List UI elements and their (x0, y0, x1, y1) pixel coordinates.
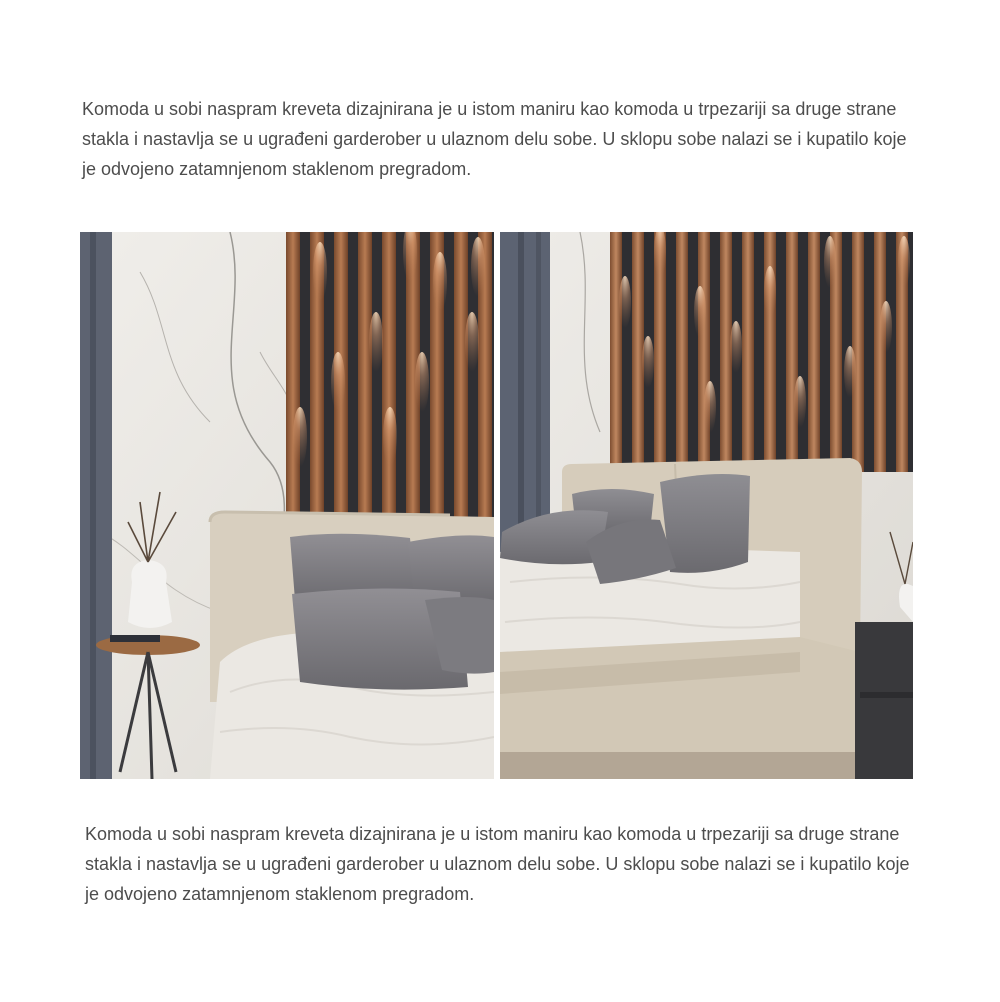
intro-paragraph: Komoda u sobi naspram kreveta dizajnirana je u istom maniru kao komoda u trpezariji sa druge strane stakla i nastavlja se u ugrađeni garderober u ulaznom delu sobe. U sklopu sobe nalazi se i kupatilo koje je odvojeno zatamnjenom staklenom pregradom. (82, 99, 907, 179)
bedroom-illustration-left (80, 232, 494, 779)
closing-paragraph: Komoda u sobi naspram kreveta dizajnirana je u istom maniru kao komoda u trpezariji sa druge strane stakla i nastavlja se u ugrađeni garderober u ulaznom delu sobe. U sklopu sobe nalazi se i kupatilo koje je odvojeno zatamnjenom staklenom pregradom. (85, 824, 910, 904)
bedroom-illustration-right (500, 232, 913, 779)
bedroom-photo-right (500, 232, 913, 779)
bedroom-photo-left (80, 232, 494, 779)
photo-gallery (80, 232, 913, 779)
